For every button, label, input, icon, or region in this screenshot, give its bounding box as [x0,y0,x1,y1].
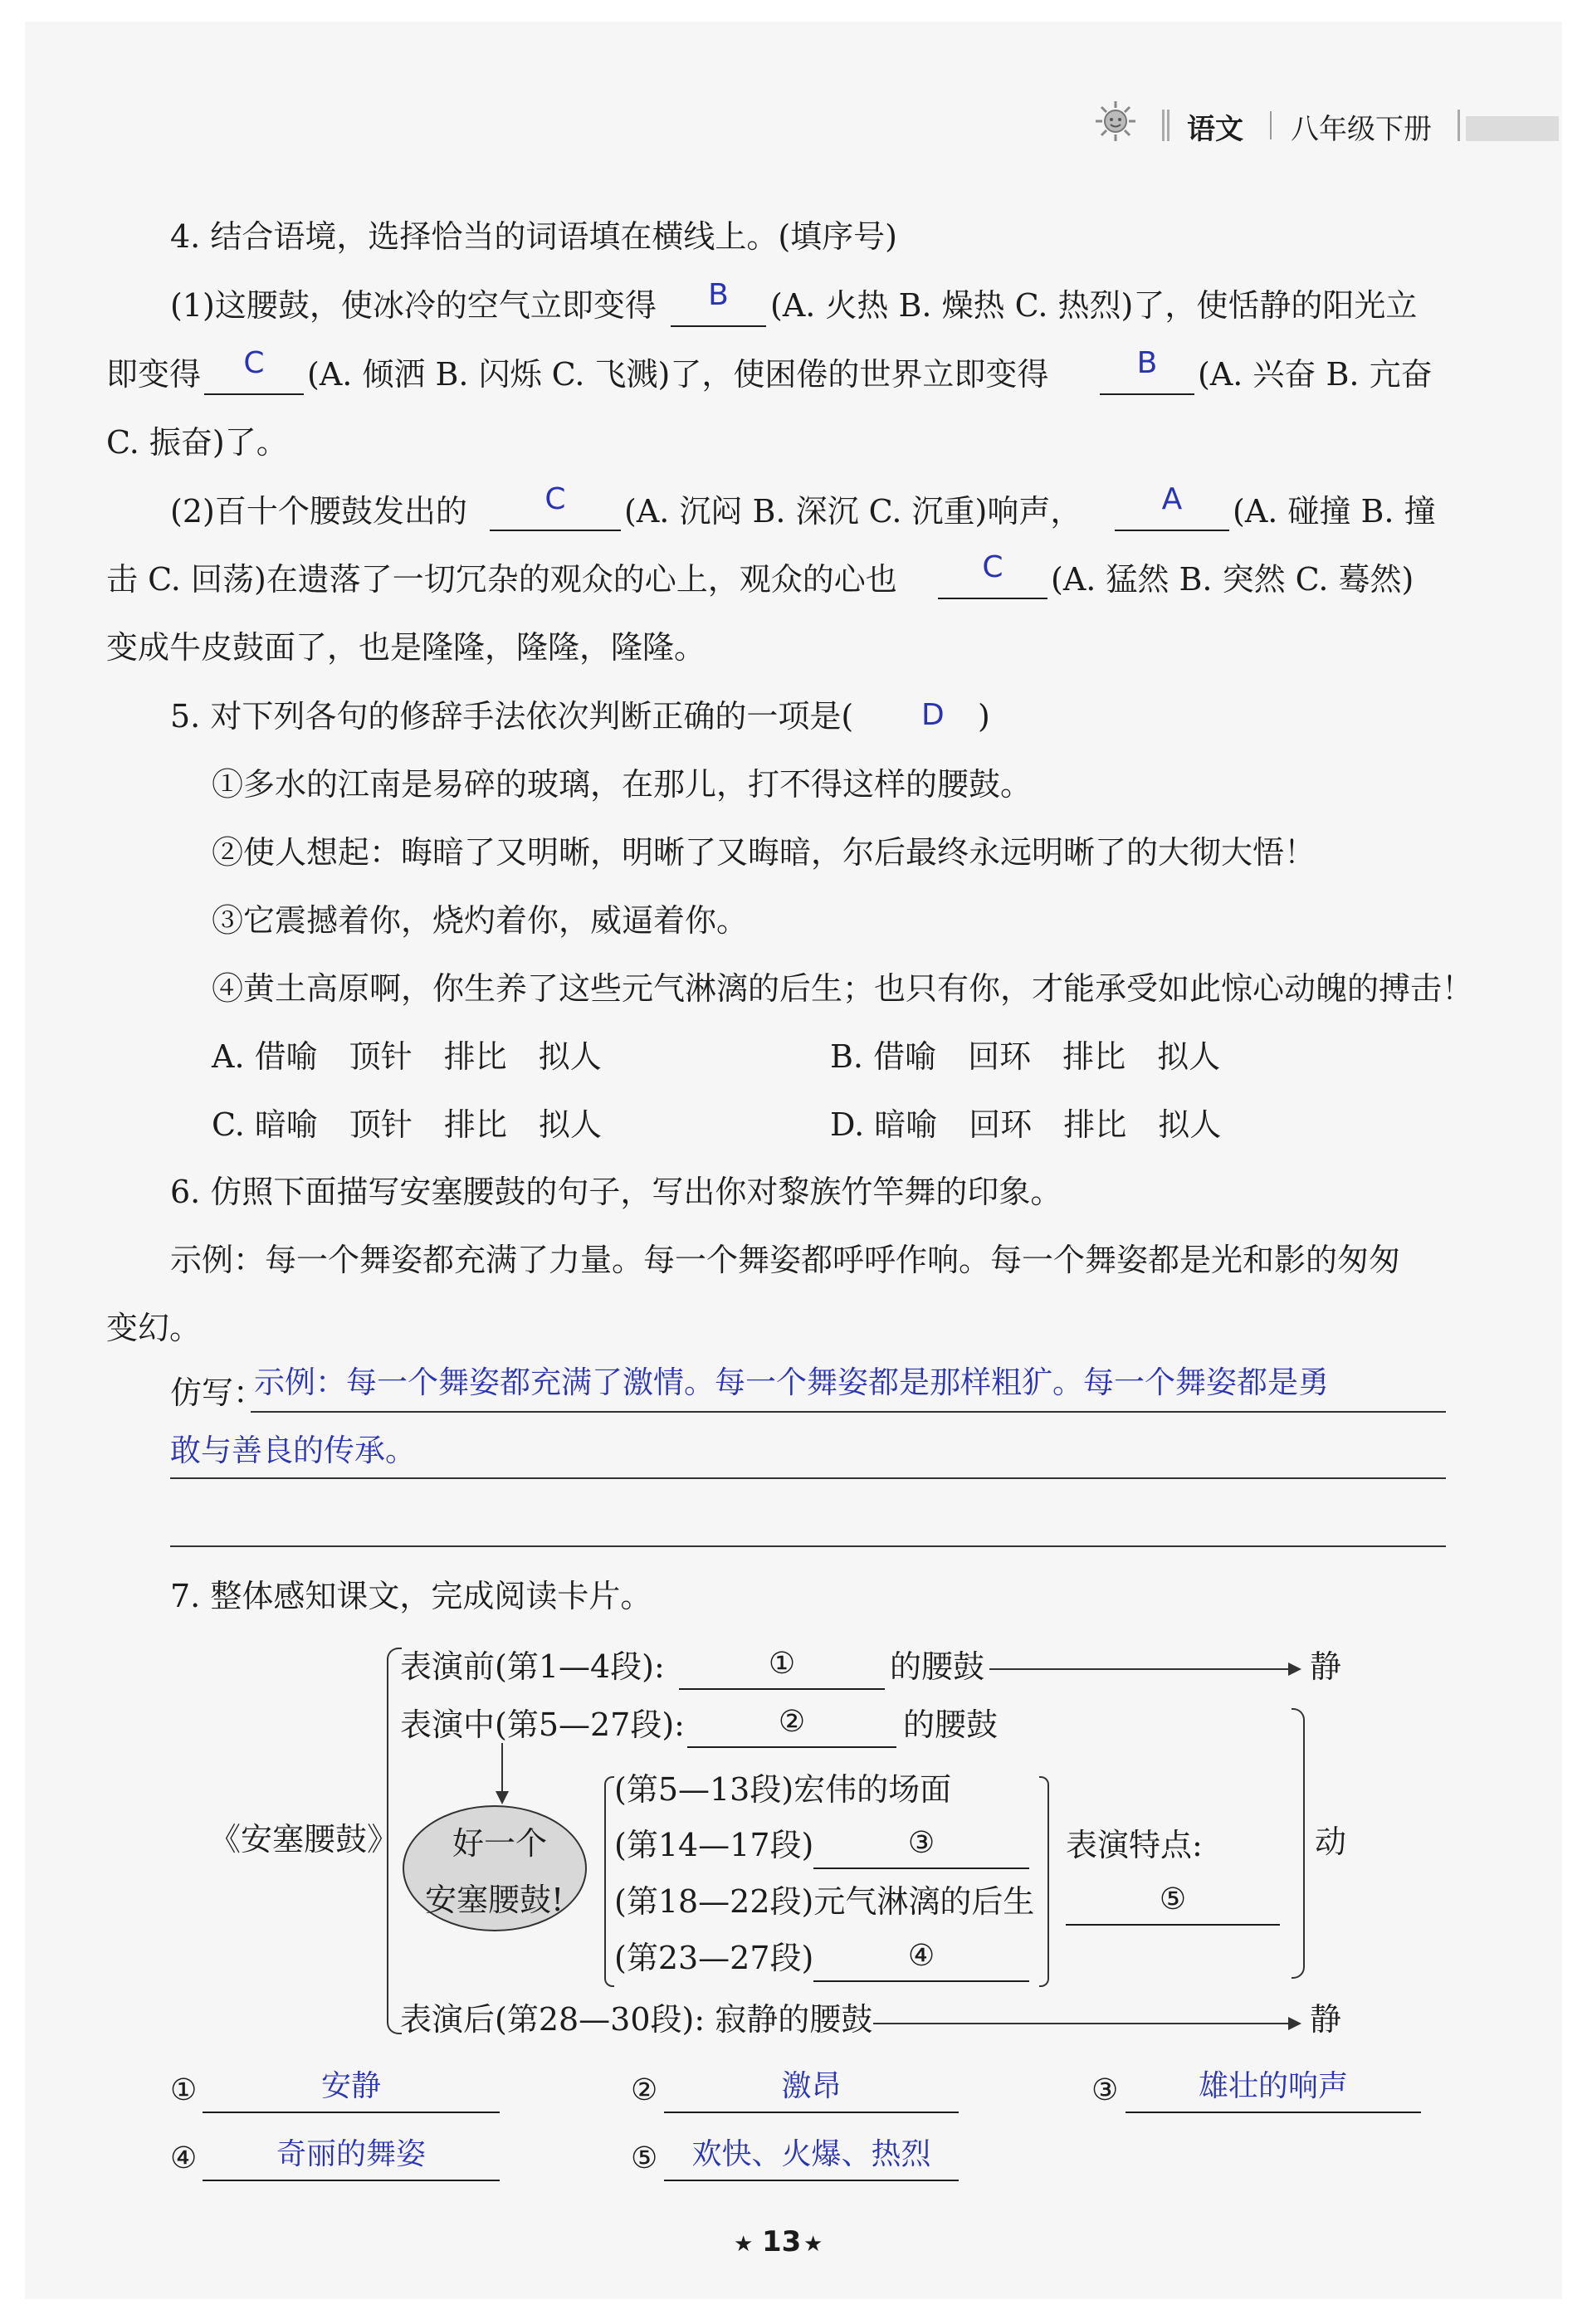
q6-label: 仿写： [170,1374,266,1411]
feature-label: 表演特点: [1066,1827,1203,1863]
after-label: 表演后(第28—30段): 寂静的腰鼓 [400,2001,873,2038]
q4-p2-answer1: C [544,482,566,516]
sub-item-3: (第18—22段)元气淋漓的后生 [614,1883,1035,1920]
oval-line2: 安塞腰鼓! [425,1882,564,1918]
q4-p1-line1b: (A. 火热 B. 燥热 C. 热烈)了，使恬静的阳光立 [770,287,1418,324]
q6-line-1 [251,1411,1446,1413]
header-divider-3 [1458,110,1460,141]
q4-p1-answer2: C [243,346,265,380]
answer-4-mark: ④ [170,2141,198,2175]
answer-5-blank [664,2136,959,2181]
after-arrowhead-icon [1288,2017,1301,2030]
q5-item-2: ②使人想起：晦暗了又明晰，明晰了又晦暗，尔后最终永远明晰了的大彻大悟！ [212,834,1316,871]
q4-p2-line1a: (2)百十个腰鼓发出的 [170,493,467,530]
q4-p2-blank2 [1115,483,1229,531]
after-arrow [873,2023,1290,2024]
answer-1-blank [203,2068,500,2113]
q4-p1-blank1 [671,279,766,327]
sub-brace-right [1039,1776,1049,1987]
star-right-icon: ★ [803,2232,823,2257]
header-divider-1b [1167,110,1169,141]
move-label: 动 [1315,1824,1347,1860]
sub-item-4-blank [813,1937,1029,1982]
before-blank [679,1645,885,1690]
during-blank [687,1703,896,1748]
sub-item-4-mark: ④ [907,1939,935,1973]
q5-option-a: A. 借喻 顶针 排比 拟人 [212,1038,602,1075]
answer-1-mark: ① [170,2073,198,2107]
answer-2-blank [664,2068,959,2113]
page-number: 13 [762,2225,802,2258]
answer-1-text: 安静 [320,2069,381,2103]
feature-mark: ⑤ [1159,1882,1187,1916]
answer-5-text: 欢快、火爆、热烈 [691,2137,931,2171]
before-label: 表演前(第1—4段): [400,1648,665,1685]
q4-p2-answer2: A [1161,482,1183,516]
q5-stem-end: ) [978,698,990,735]
down-arrowhead-icon [496,1791,509,1804]
q5-option-b: B. 借喻 回环 排比 拟人 [830,1038,1221,1075]
sub-brace-left [604,1776,614,1987]
header-divider-1 [1162,110,1165,141]
q5-option-c: C. 暗喻 顶针 排比 拟人 [212,1106,602,1143]
q4-p1-answer3: B [1136,346,1158,380]
answer-3-blank [1126,2068,1421,2113]
q5-stem: 5. 对下列各句的修辞手法依次判断正确的一项是( [170,698,854,735]
sub-item-2-mark: ③ [907,1826,935,1860]
q4-p2-blank3 [938,551,1047,599]
answer-2-mark: ② [631,2073,658,2107]
q4-p1-line2c: (A. 兴奋 B. 亢奋 [1198,356,1433,393]
q4-p1-line3: C. 振奋)了。 [106,424,288,461]
q4-p2-line2a: 击 C. 回荡)在遗落了一切冗杂的观众的心上，观众的心也 [106,561,897,598]
q6-answer-line2: 敢与善良的传承。 [170,1433,416,1468]
q6-stem: 6. 仿照下面描写安塞腰鼓的句子，写出你对黎族竹竿舞的印象。 [170,1174,1062,1210]
quiet-top: 静 [1310,1648,1342,1685]
before-mark: ① [768,1647,796,1681]
answer-4-text: 奇丽的舞姿 [276,2137,426,2171]
header-subject: 语文 [1187,113,1243,146]
q6-example-line2: 变幻。 [106,1310,202,1346]
q6-line-3 [170,1545,1446,1547]
q4-p1-line2b: (A. 倾洒 B. 闪烁 C. 飞溅)了，使困倦的世界立即变得 [307,356,1049,393]
sub-item-1: (第5—13段)宏伟的场面 [614,1771,952,1808]
right-brace [1292,1708,1305,1979]
q4-p1-line2a: 即变得 [106,356,202,393]
q6-line-2 [170,1477,1446,1479]
q4-p1-answer1: B [708,278,729,312]
q4-p2-blank1 [490,483,621,531]
before-arrowhead-icon [1288,1662,1301,1676]
q6-answer-line1: 示例：每一个舞姿都充满了激情。每一个舞姿都是那样粗犷。每一个舞姿都是勇 [254,1365,1329,1400]
q5-option-d: D. 暗喻 回环 排比 拟人 [830,1106,1222,1143]
q5-answer: D [921,698,945,732]
star-left-icon: ★ [734,2232,754,2257]
during-tail: 的腰鼓 [903,1706,999,1743]
q6-example-line1: 示例：每一个舞姿都充满了力量。每一个舞姿都呼呼作响。每一个舞姿都是光和影的匆匆 [170,1242,1401,1278]
sub-item-4: (第23—27段) [614,1940,814,1976]
q5-item-1: ①多水的江南是易碎的玻璃，在那儿，打不得这样的腰鼓。 [212,766,1033,803]
during-mark: ② [778,1705,806,1739]
q4-p1-blank3 [1100,347,1194,395]
answer-3-text: 雄壮的响声 [1198,2069,1348,2103]
q5-item-4: ④黄土高原啊，你生养了这些元气淋漓的后生；也只有你，才能承受如此惊心动魄的搏击！ [212,970,1474,1007]
q4-stem: 4. 结合语境，选择恰当的词语填在横线上。(填序号) [170,218,897,255]
diagram-title: 《安塞腰鼓》 [209,1821,399,1858]
down-arrow-line [501,1743,503,1793]
feature-blank [1066,1881,1280,1926]
q4-p2-line3: 变成牛皮鼓面了，也是隆隆，隆隆，隆隆。 [106,629,706,666]
answer-4-blank [203,2136,500,2181]
q4-p2-line1c: (A. 碰撞 B. 撞 [1233,493,1436,530]
header-divider-2 [1270,111,1272,139]
before-tail: 的腰鼓 [890,1648,985,1685]
answer-3-mark: ③ [1091,2073,1119,2107]
q4-p2-line1b: (A. 沉闷 B. 深沉 C. 沉重)响声， [624,493,1082,530]
header-grade: 八年级下册 [1291,113,1432,146]
during-label: 表演中(第5—27段): [400,1706,685,1743]
q5-item-3: ③它震撼着你，烧灼着你，威逼着你。 [212,902,749,939]
answer-5-mark: ⑤ [631,2141,658,2175]
q4-p2-line2b: (A. 猛然 B. 突然 C. 蓦然) [1051,561,1414,598]
q7-stem: 7. 整体感知课文，完成阅读卡片。 [170,1578,652,1614]
q4-p1-blank2 [204,347,304,395]
oval-line1: 好一个 [452,1825,548,1862]
sub-item-2: (第14—17段) [614,1827,814,1863]
before-arrow [989,1668,1290,1670]
q4-p1-line1a: (1)这腰鼓，使冰冷的空气立即变得 [170,287,657,324]
quiet-bottom: 静 [1310,2001,1342,2038]
q4-p2-answer3: C [982,550,1003,584]
sun-icon [1094,100,1137,143]
header-bar [1466,116,1559,141]
sub-item-2-blank [813,1824,1029,1869]
answer-2-text: 激昂 [781,2069,842,2103]
